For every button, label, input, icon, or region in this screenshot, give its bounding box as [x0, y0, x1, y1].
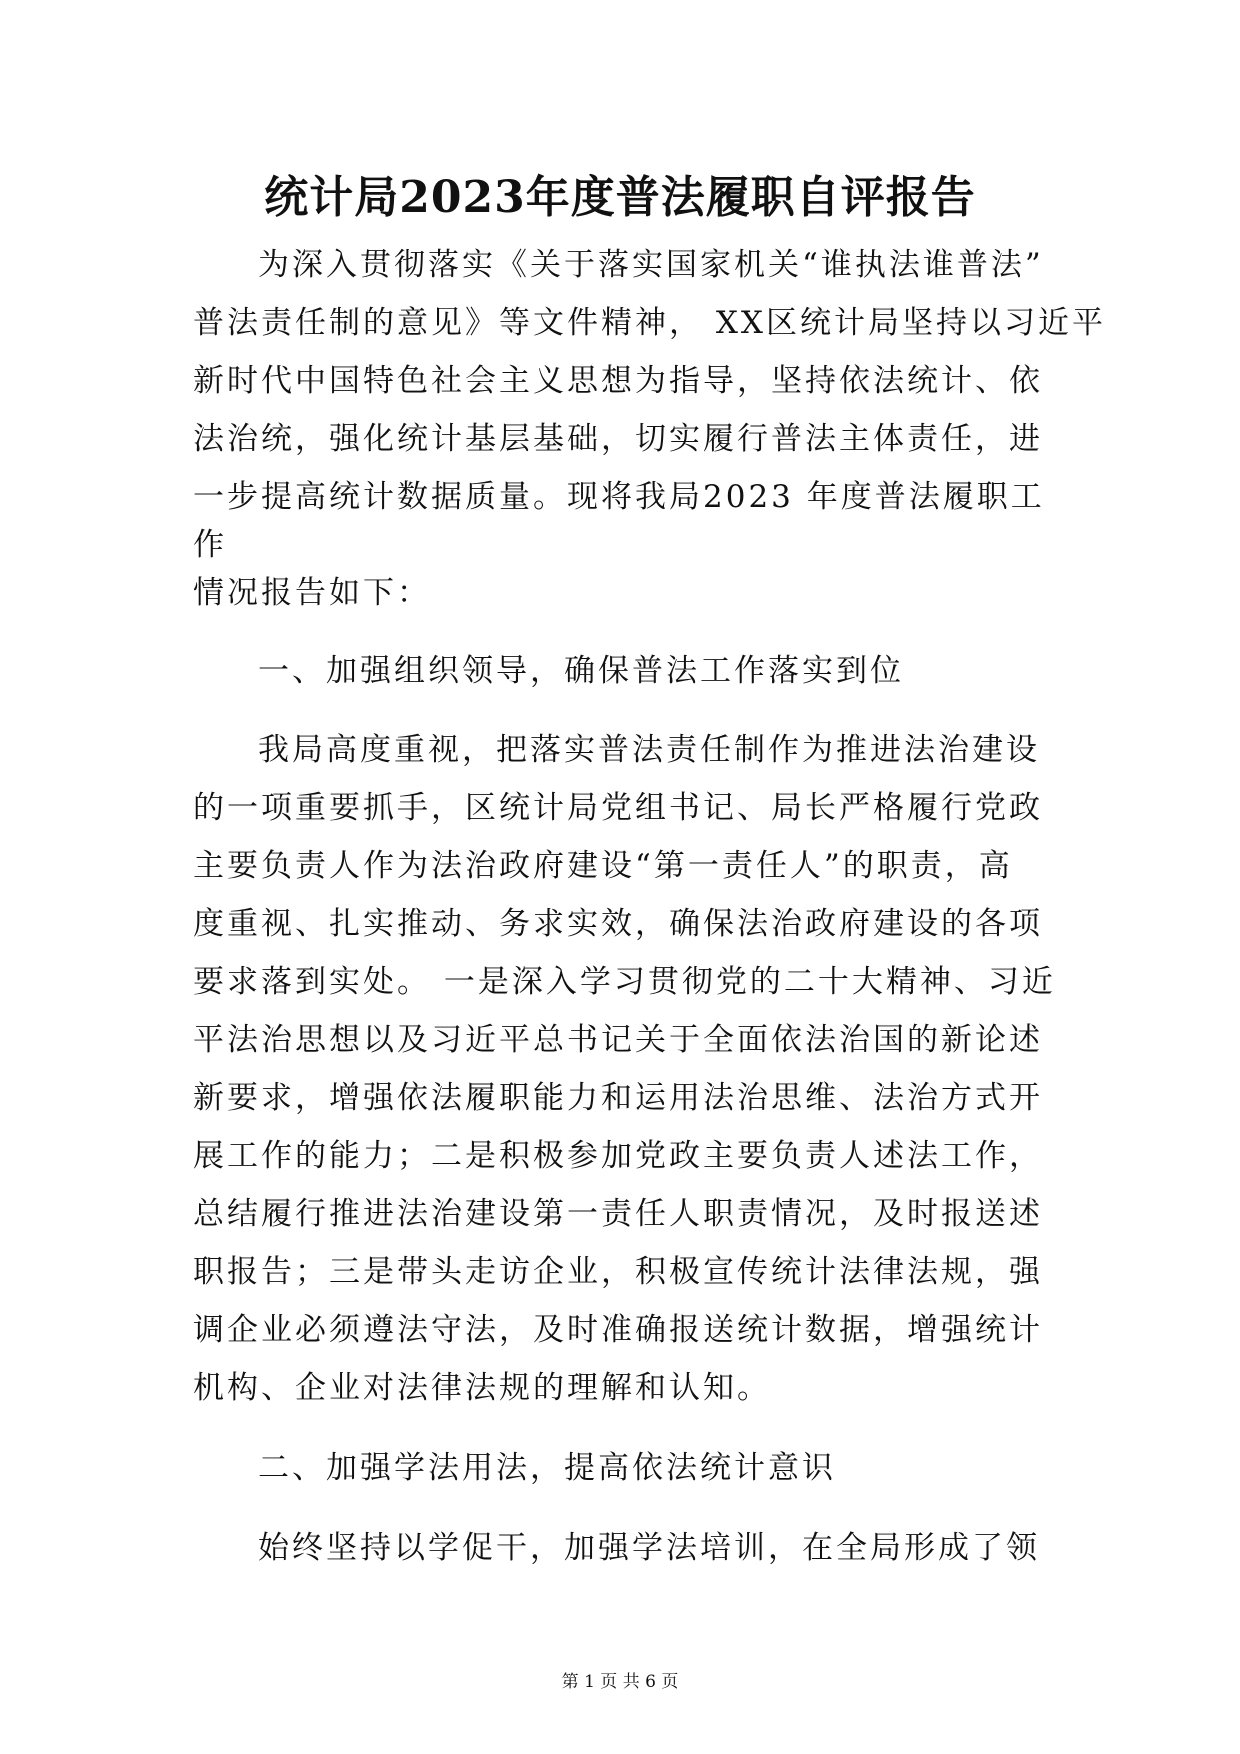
- text-line: 总结履行推进法治建设第一责任人职责情况，及时报送述: [193, 1196, 1043, 1232]
- text-line: 普法责任制的意见》等文件精神， XX区统计局坚持以习近平: [193, 305, 1106, 341]
- section-heading: 二、加强学法用法，提高依法统计意识: [258, 1450, 836, 1486]
- text-line: 新时代中国特色社会主义思想为指导，坚持依法统计、依: [193, 363, 1043, 399]
- text-line: 为深入贯彻落实《关于落实国家机关“谁执法谁普法”: [258, 247, 1044, 283]
- section-heading: 一、加强组织领导，确保普法工作落实到位: [258, 653, 904, 689]
- text-line: 法治统，强化统计基层基础，切实履行普法主体责任，进: [193, 421, 1043, 457]
- text-line: 一步提高统计数据质量。现将我局2023 年度普法履职工: [193, 479, 1045, 515]
- text-line: 新要求，增强依法履职能力和运用法治思维、法治方式开: [193, 1080, 1043, 1116]
- text-line: 展工作的能力；二是积极参加党政主要负责人述法工作，: [193, 1138, 1043, 1174]
- text-line: 调企业必须遵法守法，及时准确报送统计数据，增强统计: [193, 1312, 1043, 1348]
- text-line: 情况报告如下：: [193, 575, 431, 611]
- text-line: 职报告；三是带头走访企业，积极宣传统计法律法规，强: [193, 1254, 1043, 1290]
- text-line: 我局高度重视，把落实普法责任制作为推进法治建设: [258, 732, 1040, 768]
- text-line: 作: [193, 527, 227, 563]
- text-line: 度重视、扎实推动、务求实效，确保法治政府建设的各项: [193, 906, 1043, 942]
- page-footer: 第 1 页 共 6 页: [561, 1672, 679, 1692]
- text-line: 机构、企业对法律法规的理解和认知。: [193, 1370, 771, 1406]
- text-line: 要求落到实处。 一是深入学习贯彻党的二十大精神、习近: [193, 964, 1056, 1000]
- text-line: 平法治思想以及习近平总书记关于全面依法治国的新论述: [193, 1022, 1043, 1058]
- text-line: 始终坚持以学促干，加强学法培训，在全局形成了领: [258, 1530, 1040, 1566]
- text-line: 的一项重要抓手，区统计局党组书记、局长严格履行党政: [193, 790, 1043, 826]
- document-title: 统计局2023年度普法履职自评报告: [264, 172, 976, 223]
- text-line: 主要负责人作为法治政府建设“第一责任人”的职责，高: [193, 848, 1013, 884]
